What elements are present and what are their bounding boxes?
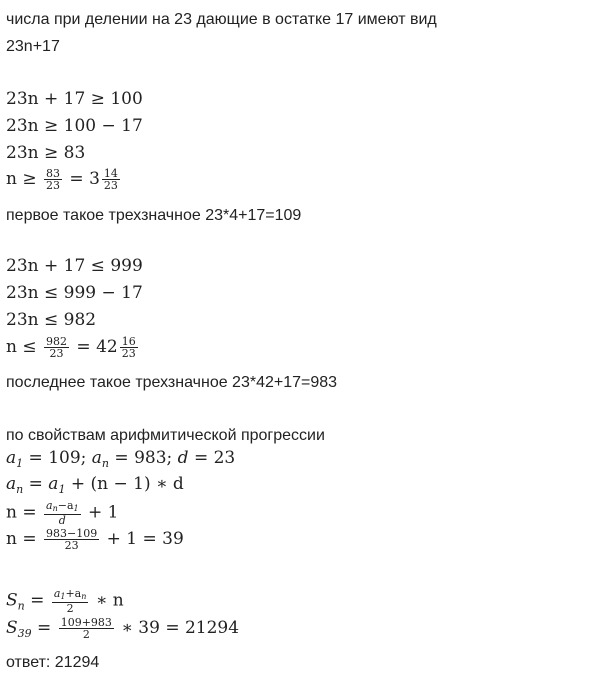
lower-conclusion: первое такое трехзначное 23*4+17=109 [6, 207, 302, 224]
n-formula-left: n = [6, 502, 37, 523]
intro-line-2: 23n+17 [6, 38, 60, 55]
fraction-denominator: d [58, 514, 66, 527]
upper-eq-4-fraction [44, 336, 69, 359]
fraction-numerator [52, 588, 89, 603]
var-s: S [6, 590, 18, 611]
params-text-1: = 109; [23, 448, 92, 468]
sum-calc-rest: ∗ 39 = 21294 [121, 618, 240, 638]
fraction-numerator: 14 [103, 167, 118, 180]
sum-calc-fraction [59, 617, 114, 640]
lower-eq-4-mixed-fraction [102, 168, 120, 191]
fraction-denominator: 23 [121, 347, 136, 360]
n-formula-fraction [44, 500, 81, 526]
subscript: n [81, 592, 87, 601]
lower-eq-4-left: n ≥ [6, 169, 37, 189]
fraction-numerator: 83 [46, 167, 61, 180]
var-a: a [6, 474, 17, 494]
lower-eq-3: 23n ≥ 83 [6, 143, 86, 163]
formula-equals: = [23, 474, 49, 494]
lower-eq-4-equals: = 3 [69, 169, 100, 189]
subscript: n [17, 599, 25, 613]
params-text-2: = 983; [109, 448, 178, 468]
n-calc-rest: + 1 = 39 [106, 529, 184, 549]
sum-formula-fraction [52, 588, 89, 614]
lower-eq-4-fraction [44, 168, 62, 191]
lower-eq-4 [6, 168, 122, 191]
sum-calc [6, 617, 239, 645]
lower-eq-1: 23n + 17 ≥ 100 [6, 89, 143, 109]
sum-formula [6, 588, 124, 618]
progression-general-term [6, 473, 184, 501]
upper-eq-1: 23n + 17 ≤ 999 [6, 256, 143, 276]
upper-eq-3: 23n ≤ 982 [6, 310, 97, 330]
subscript: 1 [60, 592, 66, 601]
subscript: n [101, 457, 110, 470]
progression-heading: по свойствам арифмитической прогрессии [6, 427, 325, 444]
formula-rest: + (n − 1) ∗ d [65, 474, 184, 494]
sum-formula-rest: ∗ n [95, 590, 124, 611]
fraction-denominator: 2 [82, 628, 90, 641]
n-calc-fraction [44, 528, 99, 551]
fraction-denominator: 2 [66, 602, 74, 615]
n-calc-left: n = [6, 529, 37, 549]
n-formula-rest: + 1 [88, 502, 119, 523]
subscript: n [52, 504, 58, 513]
sum-formula-equals: = [24, 590, 45, 611]
upper-conclusion: последнее такое трехзначное 23*42+17=983 [6, 374, 338, 391]
fraction-denominator: 23 [103, 179, 118, 192]
var-a: a [6, 448, 17, 468]
upper-eq-4-mixed-fraction [120, 336, 138, 359]
answer-line: ответ: 21294 [6, 654, 100, 671]
params-text-3: = 23 [188, 448, 236, 468]
fraction-numerator: 983−109 [46, 527, 98, 540]
lower-eq-2: 23n ≥ 100 − 17 [6, 116, 143, 136]
subscript: 1 [16, 457, 24, 470]
var-a: a [46, 499, 53, 512]
progression-n-calc [6, 528, 184, 551]
subscript: 39 [17, 627, 32, 640]
fraction-denominator: 23 [49, 347, 64, 360]
fraction-numerator: 982 [46, 335, 68, 348]
var-a: a [48, 474, 59, 494]
fraction-denominator: 23 [46, 179, 61, 192]
var-d: d [177, 448, 189, 468]
upper-eq-4 [6, 336, 140, 359]
var-a: a [53, 587, 61, 600]
progression-params [6, 447, 235, 475]
plus-a: +a [65, 587, 82, 600]
fraction-numerator [44, 500, 81, 515]
fraction-numerator: 16 [121, 335, 136, 348]
upper-eq-2: 23n ≤ 999 − 17 [6, 283, 143, 303]
subscript: 1 [58, 483, 66, 496]
sum-calc-equals: = [31, 618, 52, 638]
fraction-numerator: 109+983 [60, 616, 112, 629]
subscript: 1 [73, 504, 79, 513]
upper-eq-4-equals: = 42 [76, 337, 118, 357]
intro-line-1: числа при делении на 23 дающие в остатке 17 имеют вид [6, 11, 437, 28]
var-a: a [91, 448, 102, 468]
minus-a: −a [57, 499, 74, 512]
var-s: S [6, 618, 18, 638]
subscript: n [16, 483, 24, 496]
upper-eq-4-left: n ≤ [6, 337, 37, 357]
progression-n-formula [6, 500, 118, 526]
fraction-denominator: 23 [64, 539, 79, 552]
